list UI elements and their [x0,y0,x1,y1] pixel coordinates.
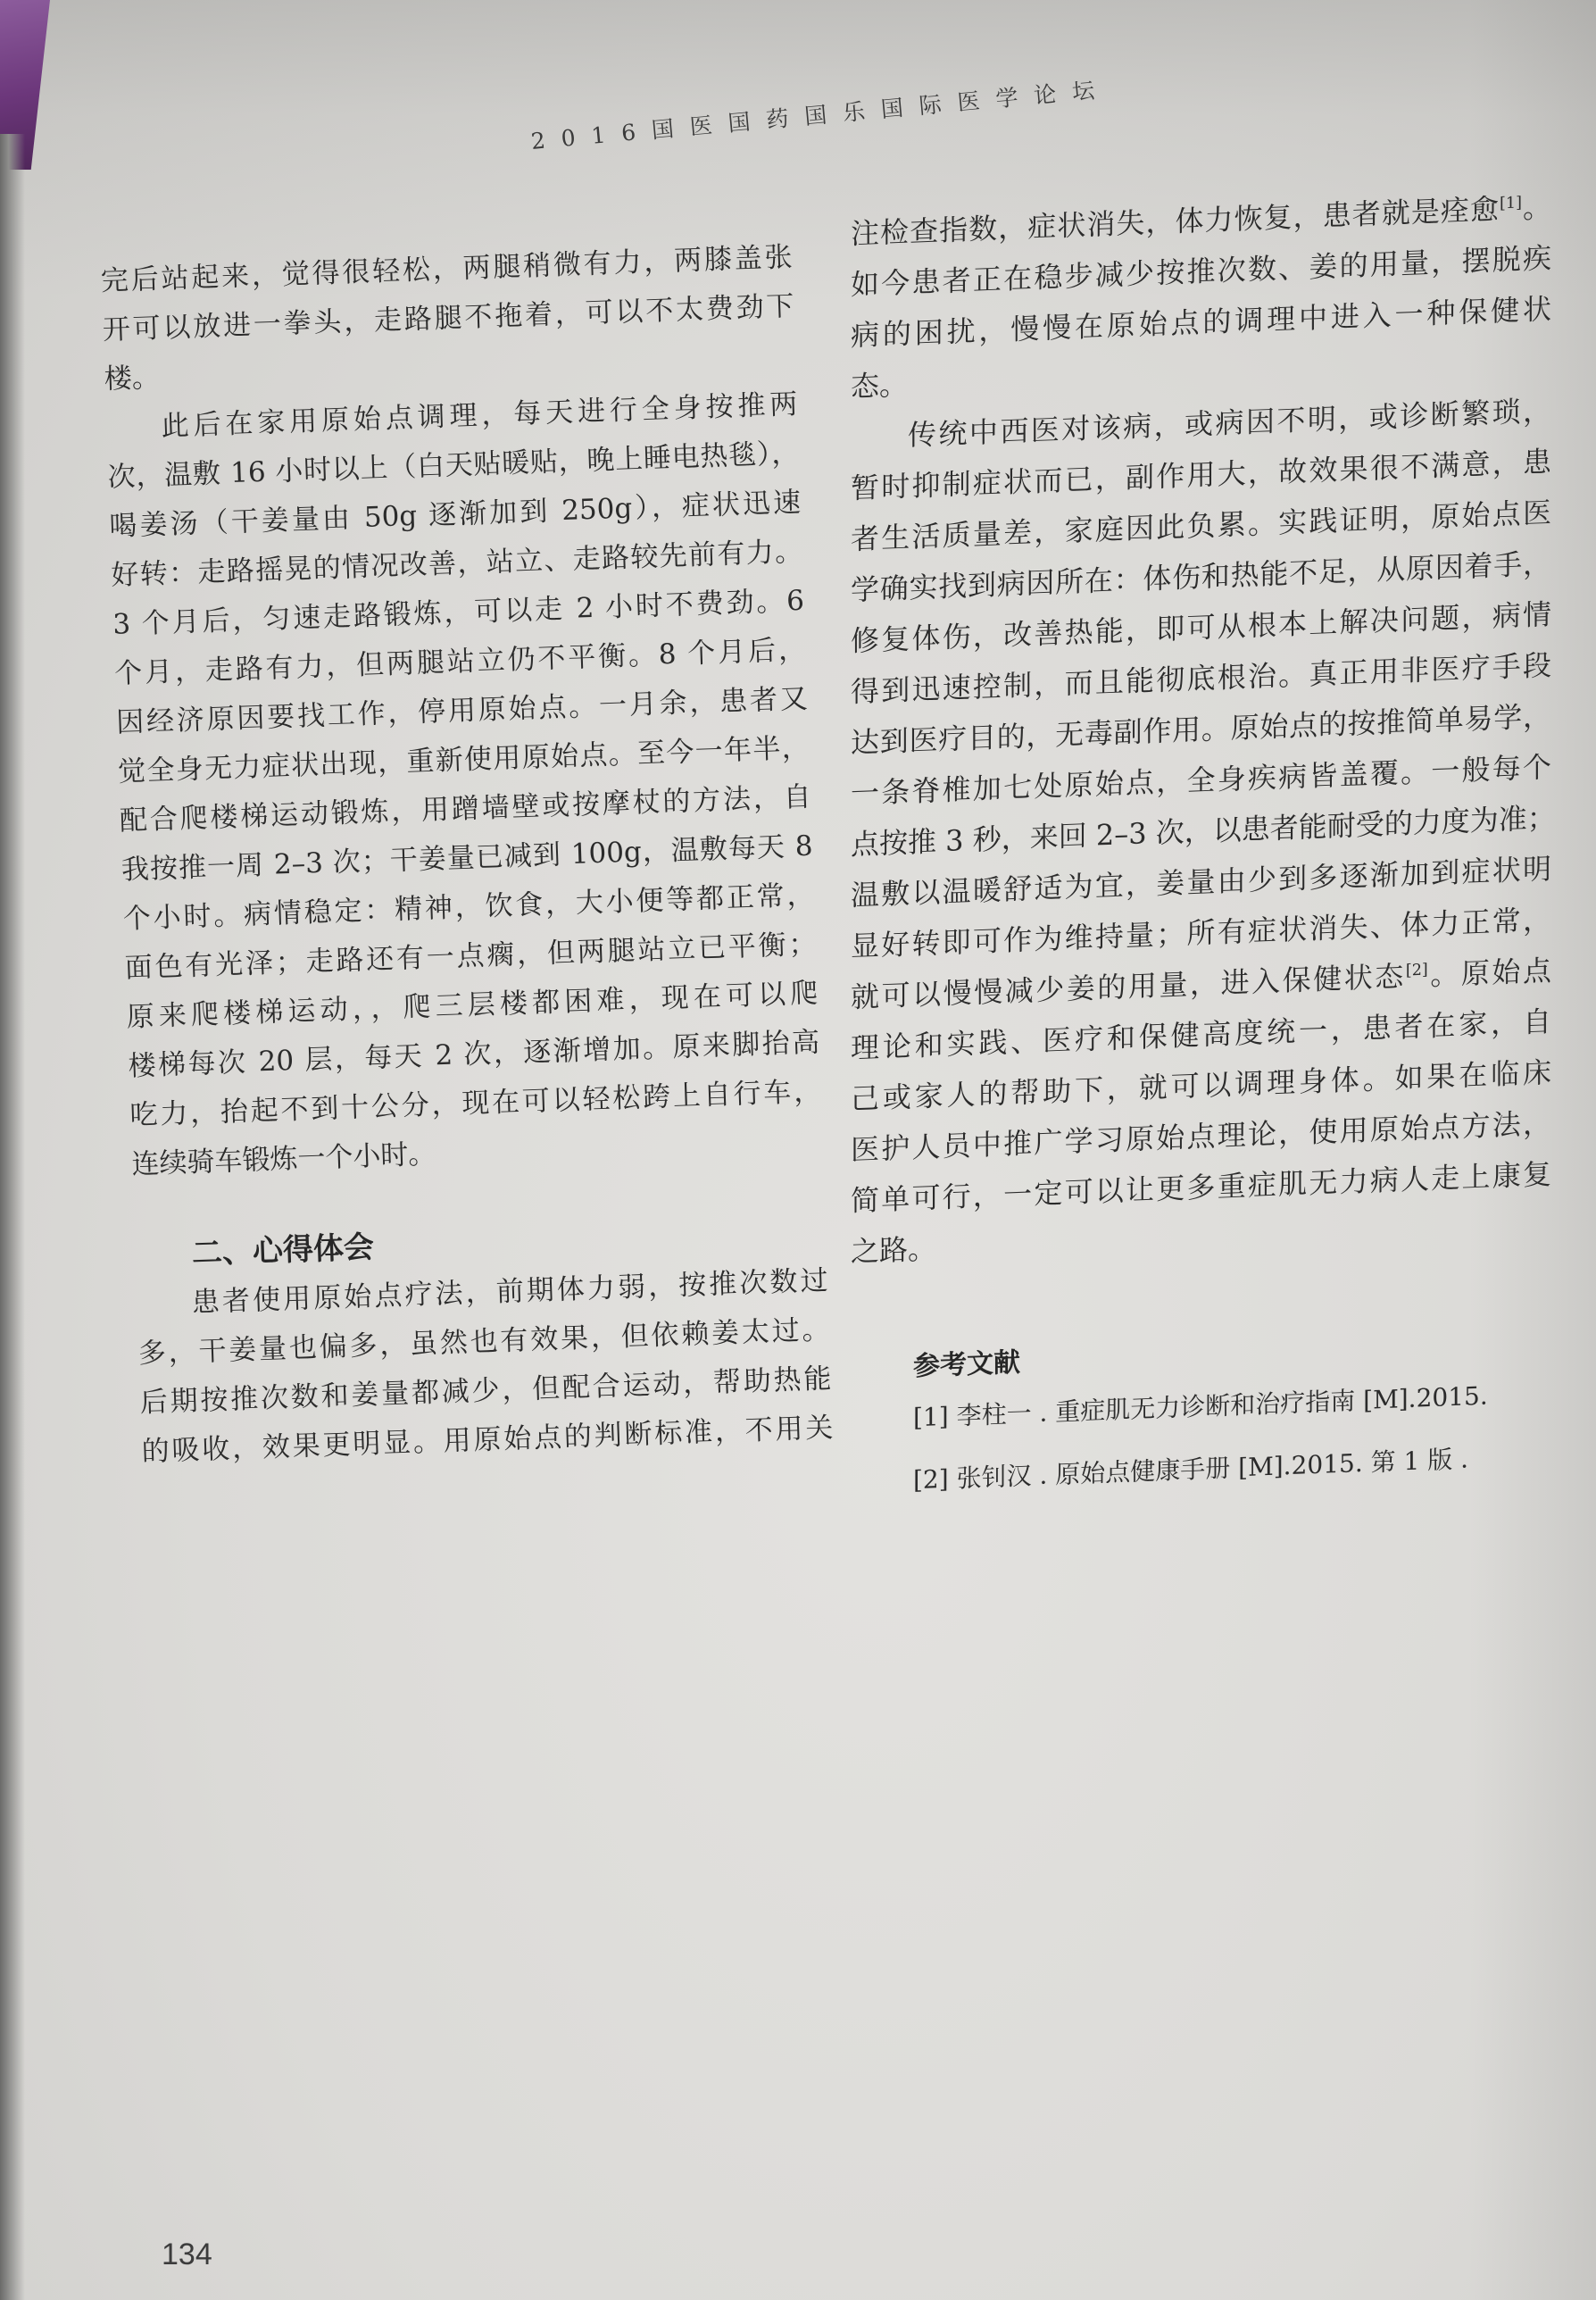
text-line: 个小时。病情稳定：精神，饮食，大小便等都正常， [122,879,816,936]
text-line: 简单可行，一定可以让更多重症肌无力病人走上康复 [851,1156,1551,1218]
text-line: 者生活质量差，家庭因此负累。实践证明，原始点医 [851,495,1551,556]
left-column [100,233,834,1477]
text-line: 点按推 3 秒，来回 2–3 次，以患者能耐受的力度为准； [851,800,1556,862]
text-line: 个月，走路有力，但两腿站立仍不平衡。8 个月后， [113,633,807,690]
text-line: 次，温敷 16 小时以上（白天贴暖贴，晚上睡电热毯）， [106,437,800,494]
text-line: 因经济原因要找工作，停用原始点。一月余，患者又 [115,682,809,739]
text-line: 修复体伤，改善热能，即可从根本上解决问题，病情 [851,596,1551,658]
paragraph [851,182,1551,412]
text-line: 的吸收，效果更明显。用原始点的判断标准，不用关 [141,1412,834,1469]
text-line: 达到医疗目的，无毒副作用。原始点的按推简单易学， [851,698,1551,760]
text-line: 原来爬楼梯运动，，爬三层楼都困难，现在可以爬 [126,977,819,1034]
reference-item: [2] 张钊汉 . 原始点健康手册 [M].2015. 第 1 版 . [913,1444,1469,1496]
paragraph [136,1256,834,1477]
text-line: 患者使用原始点疗法，前期体力弱，按推次数过 [191,1264,829,1320]
text-line: 楼梯每次 20 层，每天 2 次，逐渐增加。原来脚抬高 [128,1026,820,1083]
book-edge-shadow [0,134,25,2300]
text-line: 传统中西医对该病，或病因不明，或诊断繁琐， [908,393,1551,453]
citation-marker: [1] [1500,194,1522,213]
citation-marker: [2] [1405,961,1428,980]
line-text: 。 [1521,189,1551,226]
text-line: 此后在家用原始点调理，每天进行全身按推两 [161,388,798,443]
line-text: 就可以慢慢减少姜的用量，进入保健状态 [851,959,1406,1014]
text-line: 理论和实践、医疗和保健高度统一，患者在家，自 [851,1004,1551,1065]
text-line: 吃力，抬起不到十公分，现在可以轻松跨上自行车， [129,1075,822,1132]
page-number: 134 [162,2238,212,2271]
line-text: 。原始点 [1427,953,1551,993]
text-line: 显好转即可作为维持量；所有症状消失、体力正常， [851,902,1551,963]
text-line: 己或家人的帮助下，就可以调理身体。如果在临床 [851,1054,1551,1116]
section-heading: 二、心得体会 [191,1229,375,1272]
text-line: 开可以放进一拳头，走路腿不拖着，可以不太费劲下 [102,289,795,346]
text-line: 楼。 [104,361,161,396]
text-line: 3 个月后，匀速走路锻炼，可以走 2 小时不费劲。6 [112,584,805,641]
text-line: 医护人员中推广学习原始点理论，使用原始点方法， [851,1105,1551,1167]
references-heading: 参考文献 [913,1346,1020,1383]
text-line: 学确实找到病因所在：体伤和热能不足，从原因着手， [851,546,1551,607]
text-line: 暂时抑制症状而已，副作用大，故效果很不满意，患 [851,444,1551,505]
text-line: 连续骑车锻炼一个小时。 [130,1138,436,1181]
paragraph [105,380,824,1190]
reference-item: [1] 李柱一 . 重症肌无力诊断和治疗指南 [M].2015. [913,1380,1488,1433]
text-line: 面色有光泽；走路还有一点瘸，但两腿站立已平衡； [124,928,817,985]
text-line: 病的困扰，慢慢在原始点的调理中进入一种保健状 [851,291,1551,353]
text-line: 配合爬楼梯运动锻炼，用蹭墙壁或按摩杖的方法，自 [119,780,812,838]
paragraph [100,233,796,404]
text-line: 完后站起来，觉得很轻松，两腿稍微有力，两膝盖张 [100,240,794,297]
text-line: 得到迅速控制，而且能彻底根治。真正用非医疗手段 [851,647,1551,709]
references [851,1323,1551,1514]
text-line: 后期按推次数和姜量都减少，但配合运动，帮助热能 [139,1362,832,1420]
line-text: 注检查指数，症状消失，体力恢复，患者就是痊愈 [851,192,1500,251]
text-line: 之路。 [851,1231,937,1269]
text-line: 如今患者正在稳步减少按推次数、姜的用量，摆脱疾 [851,240,1551,302]
text-line: 温敷以温暖舒适为宜，姜量由少到多逐渐加到症状明 [851,851,1551,912]
text-line: 喝姜汤（干姜量由 50g 逐渐加到 250g），症状迅速 [108,486,802,543]
paragraph [851,386,1556,1278]
text-line: 态。 [851,367,909,404]
text-line: 多，干姜量也偏多，虽然也有效果，但依赖姜太过。 [137,1313,831,1371]
running-header: 2016国医国药国乐国际医学论坛 [529,76,1112,154]
right-column [851,182,1556,1514]
text-line: 一条脊椎加七处原始点，全身疾病皆盖覆。一般每个 [851,749,1551,811]
text-line: 我按推一周 2–3 次；干姜量已减到 100g，温敷每天 8 [121,829,814,887]
text-line: 觉全身无力症状出现，重新使用原始点。至今一年半， [117,731,810,788]
text-line: 好转：走路摇晃的情况改善，站立、走路较先前有力。 [110,535,803,592]
